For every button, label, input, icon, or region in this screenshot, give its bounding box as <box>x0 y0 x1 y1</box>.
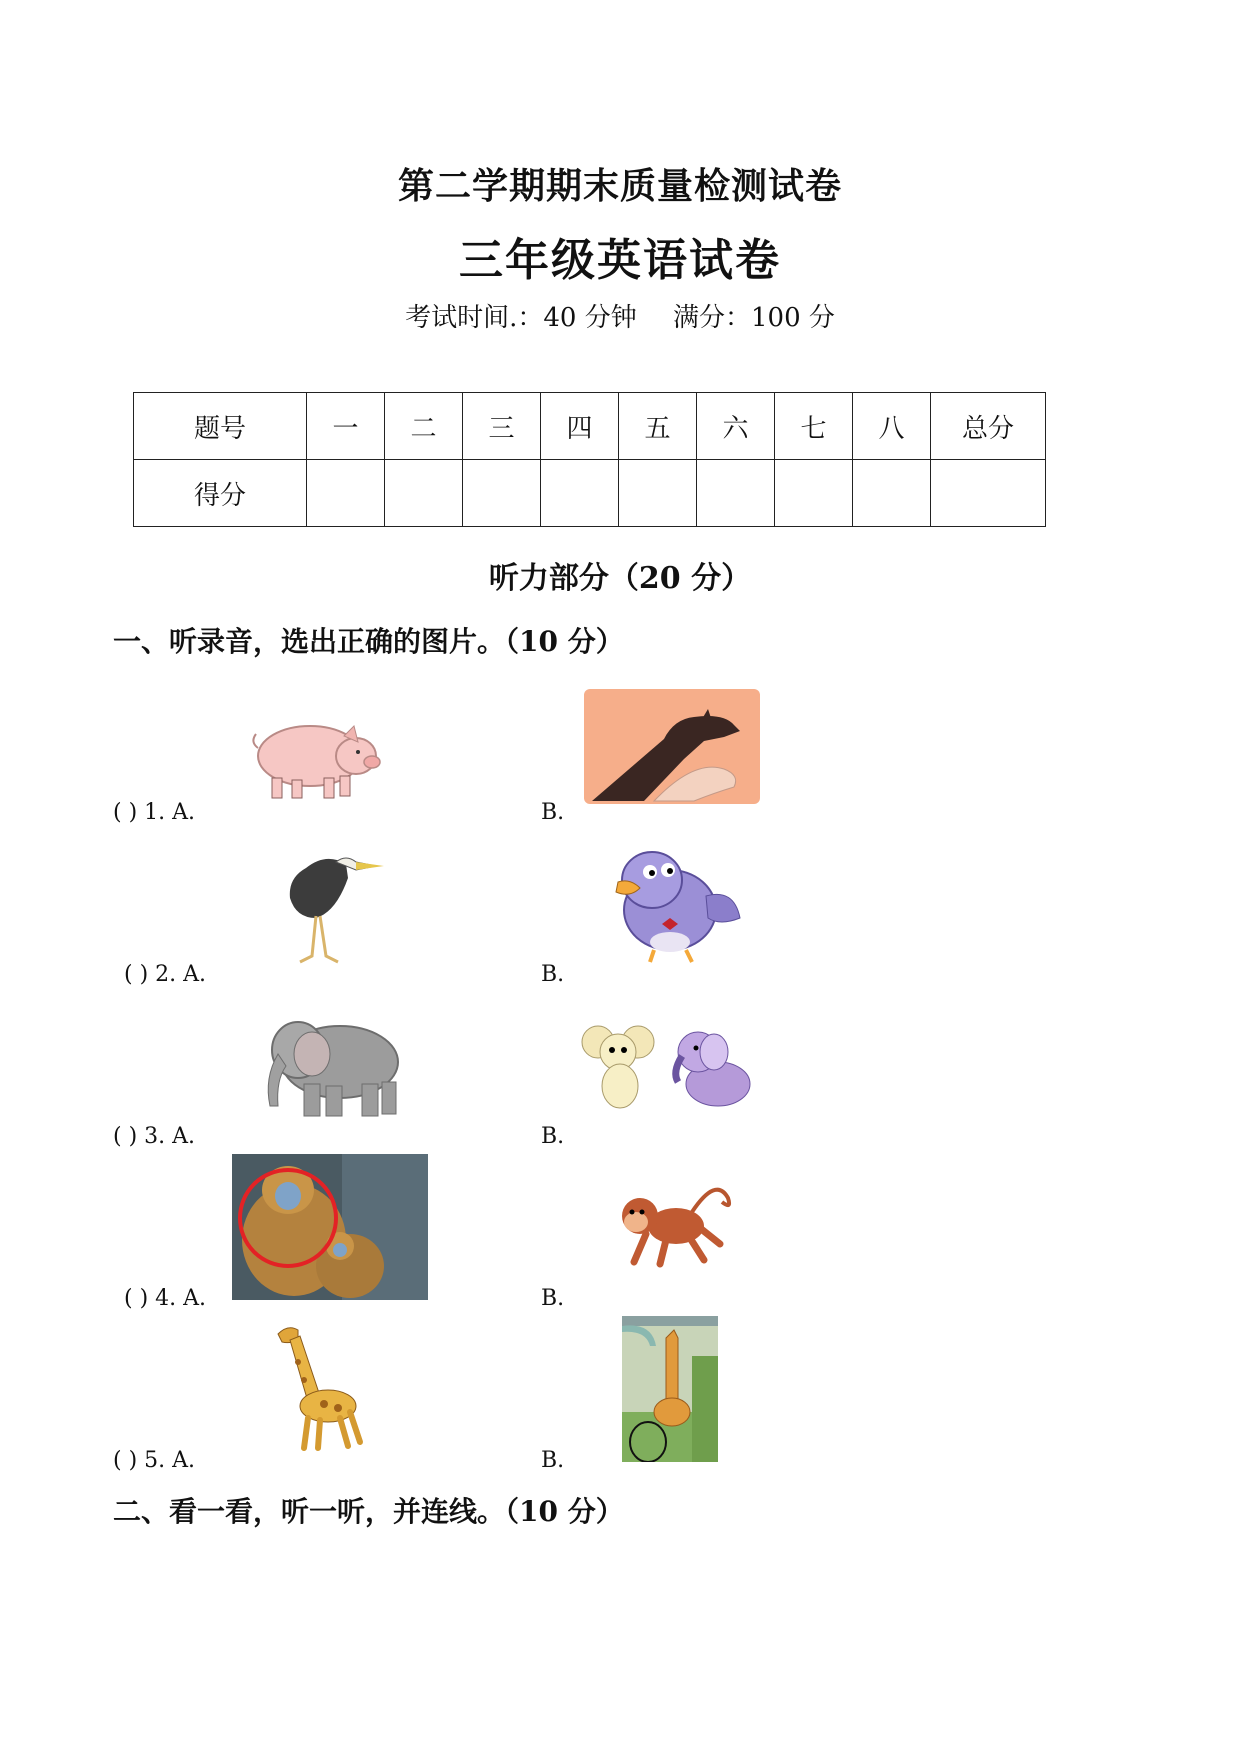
question-2-b-label: B. <box>541 962 565 987</box>
question-5-a-label: ( ) 5. A. <box>113 1448 196 1473</box>
header-cell: 八 <box>853 393 931 460</box>
row-label: 得分 <box>134 460 307 527</box>
header-cell: 二 <box>385 393 463 460</box>
score-cell[interactable] <box>541 460 619 527</box>
score-table <box>133 392 1046 527</box>
question-3-b-label: B. <box>541 1124 565 1149</box>
header-cell: 一 <box>307 393 385 460</box>
score-cell[interactable] <box>463 460 541 527</box>
score-cell[interactable] <box>853 460 931 527</box>
elephant-image <box>258 1014 408 1120</box>
pig-image <box>248 706 384 802</box>
listening-title: 听力部分（20 分） <box>488 561 752 596</box>
header-cell: 总分 <box>931 393 1046 460</box>
header-cell: 四 <box>541 393 619 460</box>
question-4-b-label: B. <box>541 1286 565 1311</box>
header-cell: 三 <box>463 393 541 460</box>
golden-monkey-photo <box>232 1154 428 1300</box>
cartoon-mouse-elephant-image <box>578 1022 764 1116</box>
question-4-a-label: ( ) 4. A. <box>124 1286 207 1311</box>
question-1-a-label: ( ) 1. A. <box>113 800 196 825</box>
score-cell[interactable] <box>775 460 853 527</box>
score-cell[interactable] <box>931 460 1046 527</box>
score-cell[interactable] <box>619 460 697 527</box>
exam-title: 第二学期期末质量检测试卷 <box>397 165 842 207</box>
question-5-b-label: B. <box>541 1448 565 1473</box>
time-info: 考试时间.：40 分钟 <box>405 303 637 333</box>
part1-title: 一、听录音，选出正确的图片。（10 分） <box>113 625 624 658</box>
score-cell[interactable] <box>697 460 775 527</box>
header-cell: 六 <box>697 393 775 460</box>
giraffe-zoo-image <box>622 1316 718 1462</box>
cartoon-monkey-image <box>616 1172 732 1272</box>
score-table-score-row <box>134 460 1046 527</box>
score-info: 满分：100 分 <box>672 303 835 333</box>
cartoon-bird-image <box>610 838 744 966</box>
part2-title: 二、看一看，听一听，并连线。（10 分） <box>113 1495 624 1528</box>
header-cell: 五 <box>619 393 697 460</box>
exam-info <box>0 297 1240 334</box>
question-1-b-label: B. <box>541 800 565 825</box>
giraffe-image <box>268 1322 368 1452</box>
question-3-a-label: ( ) 3. A. <box>113 1124 196 1149</box>
dog-shadow-image <box>584 689 760 804</box>
exam-subtitle: 三年级英语试卷 <box>459 235 781 286</box>
stork-image <box>276 848 388 964</box>
score-cell[interactable] <box>307 460 385 527</box>
question-2-a-label: ( ) 2. A. <box>124 962 207 987</box>
header-cell: 七 <box>775 393 853 460</box>
score-cell[interactable] <box>385 460 463 527</box>
score-table-header-row <box>134 393 1046 460</box>
header-cell: 题号 <box>134 393 307 460</box>
